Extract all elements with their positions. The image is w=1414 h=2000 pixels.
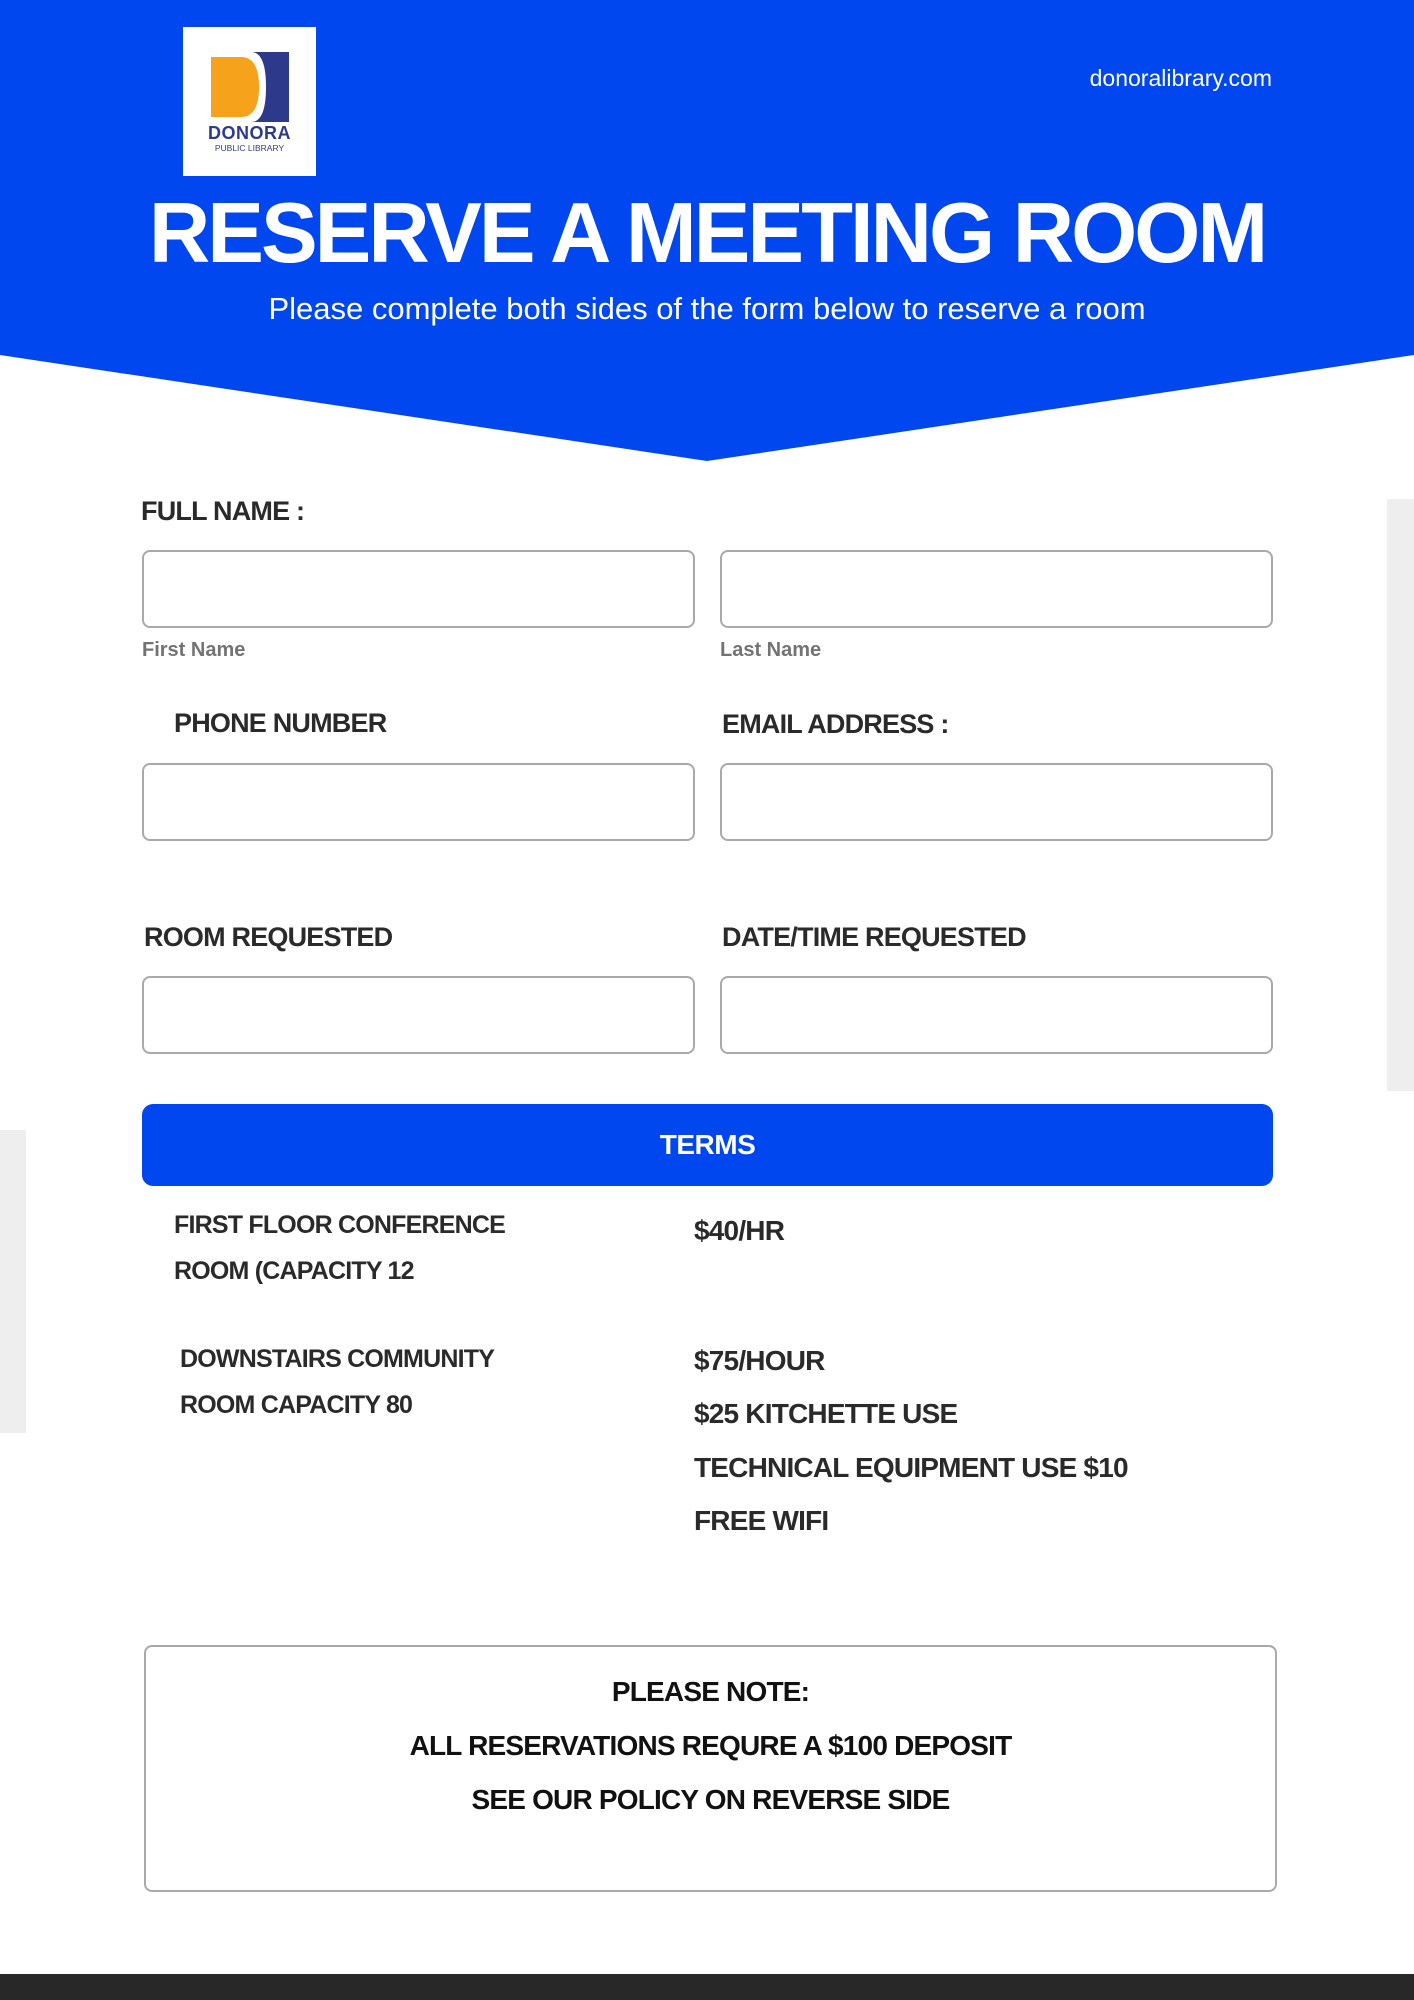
- deposit-note-box: [144, 1645, 1277, 1892]
- last-name-sublabel: Last Name: [720, 639, 822, 661]
- room-requested-label: ROOM REQUESTED: [144, 922, 393, 952]
- room-2-price-kitchette: $25 KITCHETTE USE: [694, 1398, 958, 1429]
- full-name-label: FULL NAME :: [141, 496, 305, 526]
- last-name-input[interactable]: [720, 550, 1273, 628]
- room-requested-input[interactable]: [142, 976, 695, 1054]
- left-side-strip: [0, 1130, 26, 1433]
- website-link[interactable]: donoralibrary.com: [1089, 65, 1272, 91]
- note-policy: SEE OUR POLICY ON REVERSE SIDE: [471, 1784, 950, 1815]
- datetime-requested-input[interactable]: [720, 976, 1273, 1054]
- phone-label: PHONE NUMBER: [174, 708, 387, 738]
- terms-header: TERMS: [142, 1104, 1273, 1186]
- room-2-price-hour: $75/HOUR: [694, 1345, 825, 1376]
- right-side-strip: [1387, 499, 1414, 1091]
- room-1-price: $40/HR: [694, 1215, 785, 1246]
- room-2-wifi: FREE WIFI: [694, 1505, 829, 1536]
- first-name-sublabel: First Name: [142, 639, 246, 661]
- room-2-name-line-2: ROOM CAPACITY 80: [180, 1391, 413, 1419]
- logo-mark-icon: [211, 52, 289, 122]
- phone-input[interactable]: [142, 763, 695, 841]
- email-label: EMAIL ADDRESS :: [722, 709, 949, 739]
- email-input[interactable]: [720, 763, 1273, 841]
- page-title: RESERVE A MEETING ROOM: [148, 186, 1266, 281]
- room-2-name-line-1: DOWNSTAIRS COMMUNITY: [180, 1345, 495, 1373]
- room-1-name-line-2: ROOM (CAPACITY 12: [174, 1257, 414, 1285]
- library-logo: [183, 27, 316, 176]
- note-deposit: ALL RESERVATIONS REQURE A $100 DEPOSIT: [409, 1730, 1012, 1761]
- page-subtitle: Please complete both sides of the form below to reserve a room: [268, 291, 1146, 326]
- note-heading: PLEASE NOTE:: [611, 1676, 810, 1707]
- footer-bar: [0, 1974, 1414, 2000]
- datetime-requested-label: DATE/TIME REQUESTED: [722, 922, 1026, 952]
- first-name-input[interactable]: [142, 550, 695, 628]
- room-1-name-line-1: FIRST FLOOR CONFERENCE: [174, 1211, 506, 1239]
- logo-name: DONORA: [208, 123, 291, 143]
- room-2-price-equipment: TECHNICAL EQUIPMENT USE $10: [694, 1452, 1128, 1483]
- logo-subtitle: PUBLIC LIBRARY: [214, 143, 285, 153]
